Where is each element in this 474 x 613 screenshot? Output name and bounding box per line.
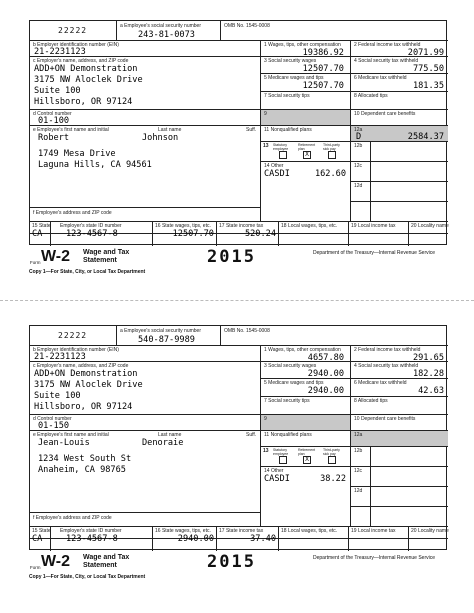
employee-last-name: Denoraie bbox=[142, 438, 184, 448]
form-title-line-2: Statement bbox=[83, 562, 117, 569]
employee-first-name: Jean-Louis bbox=[38, 438, 90, 448]
box-4-ss-tax: 775.50 bbox=[412, 64, 444, 74]
employer-line-2: 3175 NW Aloclek Drive bbox=[34, 380, 143, 390]
employee-address-2: Anaheim, CA 98765 bbox=[38, 465, 126, 475]
employer-line-1: ADD+ON Demonstration bbox=[34, 369, 138, 379]
retirement-checkbox[interactable]: X bbox=[304, 456, 310, 463]
label-box-18: 18 Local wages, tips, etc. bbox=[281, 223, 338, 229]
label-last-name: Last name bbox=[158, 127, 182, 133]
label-box-3: 3 Social security wages bbox=[264, 363, 317, 369]
control-number: 01-100 bbox=[38, 116, 70, 126]
label-box-12c: 12c bbox=[354, 163, 363, 169]
label-box-10: 10 Dependent care benefits bbox=[354, 416, 416, 422]
label-statutory: Statutory employee bbox=[273, 448, 289, 456]
label-statutory: Statutory employee bbox=[273, 143, 289, 151]
label-box-16: 16 State wages, tips, etc. bbox=[155, 528, 211, 534]
form-title-line-1: Wage and Tax bbox=[83, 249, 130, 256]
label-box-8: 8 Allocated tips bbox=[354, 398, 388, 404]
box-14-amount: 162.60 bbox=[314, 169, 346, 179]
form-code: 22222 bbox=[58, 26, 88, 35]
label-box-4: 4 Social security tax withheld bbox=[354, 58, 419, 64]
box-17-state-tax: 37.40 bbox=[250, 534, 276, 544]
form-title-line-1: Wage and Tax bbox=[83, 554, 130, 561]
employee-ssn: 243-81-0073 bbox=[138, 30, 195, 40]
employer-line-3: Suite 100 bbox=[34, 391, 81, 401]
w2-grid bbox=[29, 20, 447, 245]
box-15-state: CA bbox=[32, 534, 43, 544]
label-box-2: 2 Federal income tax withheld bbox=[354, 42, 421, 48]
box-14-amount: 38.22 bbox=[320, 474, 346, 484]
label-box-12a: 12a bbox=[354, 127, 363, 133]
statutory-checkbox[interactable] bbox=[279, 456, 287, 464]
label-box-17: 17 State income tax bbox=[219, 528, 264, 534]
label-control: d Control number bbox=[33, 111, 72, 117]
label-box-7: 7 Social security tips bbox=[264, 93, 310, 99]
label-suffix: Suff. bbox=[246, 432, 257, 438]
employee-address-1: 1234 West South St bbox=[38, 454, 132, 464]
form-code: 22222 bbox=[58, 331, 88, 340]
label-box-17: 17 State income tax bbox=[219, 223, 264, 229]
box-3-ss-wages: 12507.70 bbox=[302, 64, 344, 74]
box-15-state: CA bbox=[32, 229, 43, 239]
employer-line-1: ADD+ON Demonstration bbox=[34, 64, 138, 74]
label-box-12d: 12d bbox=[354, 488, 363, 494]
box-14-label: CASDI bbox=[264, 169, 290, 179]
label-box-10: 10 Dependent care benefits bbox=[354, 111, 416, 117]
label-box-1: 1 Wages, tips, other compensation bbox=[264, 347, 341, 353]
label-box-6: 6 Medicare tax withheld bbox=[354, 380, 407, 386]
box-15-state-id: 123-4567-8 bbox=[66, 229, 118, 239]
box-12a-code: D bbox=[356, 132, 362, 142]
box-2-federal-tax: 2071.99 bbox=[407, 48, 444, 58]
label-retirement: Retirement plan bbox=[298, 143, 316, 151]
box-1-wages: 4657.80 bbox=[307, 353, 344, 363]
employee-address-1: 1749 Mesa Drive bbox=[38, 149, 116, 159]
box-9-shade bbox=[261, 415, 350, 430]
label-state-id: Employer's state ID number bbox=[60, 528, 122, 534]
box-12a-amount: 2584.37 bbox=[407, 132, 444, 142]
box-3-ss-wages: 2940.00 bbox=[307, 369, 344, 379]
form-title-line-2: Statement bbox=[83, 257, 117, 264]
label-ssn: a Employee's social security number bbox=[120, 23, 201, 29]
label-box-7: 7 Social security tips bbox=[264, 398, 310, 404]
box-17-state-tax: 520.24 bbox=[244, 229, 276, 239]
third-party-checkbox[interactable] bbox=[328, 456, 336, 464]
box-1-wages: 19386.92 bbox=[302, 48, 344, 58]
label-box-13: 13 bbox=[263, 448, 269, 454]
employee-last-name: Johnson bbox=[142, 133, 179, 143]
employer-ein: 21-2231123 bbox=[34, 352, 86, 362]
label-box-18: 18 Local wages, tips, etc. bbox=[281, 528, 338, 534]
label-box-8: 8 Allocated tips bbox=[354, 93, 388, 99]
label-box-11: 11 Nonqualified plans bbox=[264, 432, 312, 438]
box-15-state-id: 123-4567-8 bbox=[66, 534, 118, 544]
label-third-party: Third-party sick pay bbox=[323, 448, 340, 456]
copy-label: Copy 1—For State, City, or Local Tax Department bbox=[29, 574, 146, 580]
box-6-medicare-tax: 181.35 bbox=[412, 81, 444, 91]
label-box-20: 20 Locality name bbox=[411, 528, 449, 534]
label-box-1: 1 Wages, tips, other compensation bbox=[264, 42, 341, 48]
label-employer: c Employer's name, address, and ZIP code bbox=[33, 58, 129, 64]
label-last-name: Last name bbox=[158, 432, 182, 438]
label-box-16: 16 State wages, tips, etc. bbox=[155, 223, 211, 229]
employee-first-name: Robert bbox=[38, 133, 70, 143]
label-third-party: Third-party sick pay bbox=[323, 143, 340, 151]
employer-ein: 21-2231123 bbox=[34, 47, 86, 57]
label-box-14: 14 Other bbox=[264, 163, 284, 169]
label-employee-address: f Employee's address and ZIP code bbox=[33, 515, 112, 521]
label-box-5: 5 Medicare wages and tips bbox=[264, 75, 324, 81]
copy-label: Copy 1—For State, City, or Local Tax Department bbox=[29, 269, 146, 275]
label-box-14: 14 Other bbox=[264, 468, 284, 474]
tax-year: 2015 bbox=[207, 247, 256, 267]
label-box-20: 20 Locality name bbox=[411, 223, 449, 229]
label-box-12b: 12b bbox=[354, 448, 363, 454]
label-box-12c: 12c bbox=[354, 468, 363, 474]
box-12-code-shade bbox=[351, 431, 448, 446]
label-omb: OMB No. 1545-0008 bbox=[224, 23, 270, 29]
treasury-department: Department of the Treasury—Internal Revenue Service bbox=[313, 555, 436, 561]
label-box-3: 3 Social security wages bbox=[264, 58, 317, 64]
form-w2-title: W-2 bbox=[41, 248, 71, 265]
form-label: Form bbox=[30, 565, 41, 570]
box-16-state-wages: 12507.70 bbox=[172, 229, 214, 239]
box-14-label: CASDI bbox=[264, 474, 290, 484]
employer-line-3: Suite 100 bbox=[34, 86, 81, 96]
form-w2-title: W-2 bbox=[41, 553, 71, 570]
label-box-19: 19 Local income tax bbox=[351, 223, 396, 229]
employer-line-4: Hillsboro, OR 97124 bbox=[34, 97, 133, 107]
label-box-12b: 12b bbox=[354, 143, 363, 149]
label-suffix: Suff. bbox=[246, 127, 257, 133]
label-box-5: 5 Medicare wages and tips bbox=[264, 380, 324, 386]
box-2-federal-tax: 291.65 bbox=[412, 353, 444, 363]
label-box-13: 13 bbox=[263, 143, 269, 149]
label-employee-name: e Employee's first name and initial bbox=[33, 127, 109, 133]
employer-line-4: Hillsboro, OR 97124 bbox=[34, 402, 133, 412]
label-box-12d: 12d bbox=[354, 183, 363, 189]
label-box-2: 2 Federal income tax withheld bbox=[354, 347, 421, 353]
box-4-ss-tax: 182.28 bbox=[412, 369, 444, 379]
label-box-9: 9 bbox=[264, 416, 267, 422]
box-5-medicare-wages: 12507.70 bbox=[302, 81, 344, 91]
label-ssn: a Employee's social security number bbox=[120, 328, 201, 334]
label-box-9: 9 bbox=[264, 111, 267, 117]
control-number: 01-150 bbox=[38, 421, 70, 431]
box-16-state-wages: 2940.00 bbox=[177, 534, 214, 544]
label-control: d Control number bbox=[33, 416, 72, 422]
treasury-department: Department of the Treasury—Internal Revenue Service bbox=[313, 250, 436, 256]
label-ein: b Employer identification number (EIN) bbox=[33, 42, 119, 48]
label-omb: OMB No. 1545-0008 bbox=[224, 328, 270, 334]
label-box-11: 11 Nonqualified plans bbox=[264, 127, 312, 133]
box-9-shade bbox=[261, 110, 350, 125]
box-5-medicare-wages: 2940.00 bbox=[307, 386, 344, 396]
employee-address-2: Laguna Hills, CA 94561 bbox=[38, 160, 152, 170]
label-employee-address: f Employee's address and ZIP code bbox=[33, 210, 112, 216]
employer-line-2: 3175 NW Aloclek Drive bbox=[34, 75, 143, 85]
form-label: Form bbox=[30, 260, 41, 265]
label-state-id: Employer's state ID number bbox=[60, 223, 122, 229]
label-box-4: 4 Social security tax withheld bbox=[354, 363, 419, 369]
label-box-6: 6 Medicare tax withheld bbox=[354, 75, 407, 81]
retirement-checkbox[interactable]: X bbox=[304, 151, 310, 158]
label-box-12a: 12a bbox=[354, 432, 363, 438]
label-box-15: 15 State bbox=[32, 223, 51, 229]
employee-ssn: 540-87-9989 bbox=[138, 335, 195, 345]
label-retirement: Retirement plan bbox=[298, 448, 316, 456]
label-box-15: 15 State bbox=[32, 528, 51, 534]
third-party-checkbox[interactable] bbox=[328, 151, 336, 159]
statutory-checkbox[interactable] bbox=[279, 151, 287, 159]
label-employee-name: e Employee's first name and initial bbox=[33, 432, 109, 438]
label-box-19: 19 Local income tax bbox=[351, 528, 396, 534]
label-ein: b Employer identification number (EIN) bbox=[33, 347, 119, 353]
box-6-medicare-tax: 42.63 bbox=[418, 386, 444, 396]
form-separator bbox=[0, 300, 474, 301]
w2-grid bbox=[29, 325, 447, 550]
tax-year: 2015 bbox=[207, 552, 256, 572]
label-employer: c Employer's name, address, and ZIP code bbox=[33, 363, 129, 369]
